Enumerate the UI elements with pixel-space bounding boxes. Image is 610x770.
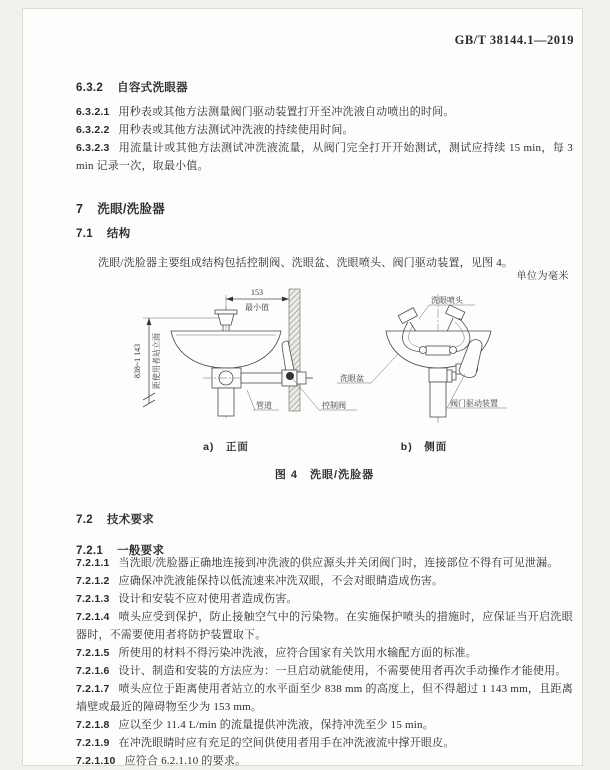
paragraph-7-1: 洗眼/洗脸器主要组成结构包括控制阀、洗眼盆、洗眼喷头、阀门驱动装置，见图 4。 [98,257,514,269]
heading-number: 6.3.2 [76,82,104,94]
heading-7-1 [76,225,131,241]
clause-text: 设计和安装不应对使用者造成伤害。 [118,593,298,605]
clause-6-3-2-1 [76,103,573,121]
standard-number: GB/T 38144.1—2019 [454,33,574,47]
caption-side-view: b) 侧面 [400,441,448,453]
clause-number: 7.2.1.4 [76,611,110,623]
heading-7 [76,199,165,217]
clause-7-2-1-10 [76,752,573,770]
clause-7-2-1-8 [76,716,573,734]
heading-title: 结构 [106,228,131,240]
caption-front-view: a) 正面 [203,441,249,453]
control-valve-label-text: 控制阀 [322,401,346,410]
clause-text: 用秒表或其他方法测量阀门驱动装置打开至冲洗液自动喷出的时间。 [118,106,455,118]
heading-title: 一般要求 [117,545,165,557]
heading-number: 7.2.1 [76,545,104,557]
heading-number: 7.2 [76,514,93,526]
clause-text: 所使用的材料不得污染冲洗液，应符合国家有关饮用水输配方面的标准。 [118,647,477,659]
basin-front [171,331,281,368]
heading-7-2 [76,511,154,527]
clause-text: 应确保冲洗液能保持以低流速来冲洗双眼，不会对眼睛造成伤害。 [118,575,444,587]
heading-title: 自容式洗眼器 [117,82,188,94]
clause-number: 7.2.1.7 [76,683,110,695]
clause-text: 用秒表或其他方法测试冲洗液的持续使用时间。 [118,124,354,136]
clause-number: 7.2.1.10 [76,755,116,767]
clause-number: 6.3.2.3 [76,142,110,154]
clause-7-2-1-1 [76,554,573,572]
heading-6-3-2 [76,79,188,95]
clause-number: 6.3.2.2 [76,124,110,136]
clause-number: 7.2.1.5 [76,647,110,659]
clause-number: 7.2.1.3 [76,593,110,605]
figure-title: 图 4 洗眼/洗脸器 [274,469,375,481]
heading-number: 7 [76,202,84,216]
spray-head-label [419,295,475,319]
front-view [133,288,357,418]
clause-number: 7.2.1.1 [76,557,110,569]
clause-7-2-1-9 [76,734,573,752]
basin-label [337,354,398,383]
clause-text: 当洗眼/洗脸器正确地连接到冲洗液的供应源头并关闭阀门时，连接部位不得有可见泄漏。 [118,557,559,569]
dim-width-value: 153 [251,288,263,297]
spray-head-label-text: 洗眼喷头 [431,296,463,305]
clause-list-7-2-1 [76,554,573,770]
heading-title: 技术要求 [106,514,155,526]
dim-width-note: 最小值 [245,303,269,312]
heading-number: 7.1 [76,228,93,240]
clause-text: 在冲洗眼睛时应有充足的空间供使用者用手在冲洗液流中撑开眼皮。 [118,737,455,749]
clause-number: 7.2.1.2 [76,575,110,587]
clause-7-2-1-5 [76,644,573,662]
units-note: 单位为毫米 [516,271,569,282]
figure-4-drawing [103,284,583,436]
clause-text: 应符合 6.2.1.10 的要求。 [124,755,247,767]
wall-section [289,289,300,411]
pipe-label-text: 管道 [256,401,272,410]
valve-actuator-label-text: 阀门驱动装置 [450,399,498,408]
clause-text: 用流量计或其他方法测试冲洗液流量，从阀门完全打开开始测试，测试应持续 15 min，每 3 min 记录一次，取最小值。 [76,142,573,172]
dim-height-note: 距使用者站立面 [152,333,161,389]
clause-7-2-1-3 [76,590,573,608]
clause-number: 6.3.2.1 [76,106,110,118]
clause-list-6-3-2 [76,103,573,175]
clause-7-2-1-4 [76,608,573,644]
clause-6-3-2-3 [76,139,573,175]
clause-6-3-2-2 [76,121,573,139]
clause-7-2-1-6 [76,662,573,680]
pipe-label [247,390,279,410]
clause-number: 7.2.1.6 [76,665,110,677]
clause-7-2-1-2 [76,572,573,590]
clause-number: 7.2.1.8 [76,719,110,731]
side-view [337,294,507,424]
clause-text: 喷头应受到保护，防止接触空气中的污染物。在实施保护喷头的措施时，应保证当开启洗眼器时，不需要使用者将防护装置取下。 [76,611,573,641]
basin-label-text: 洗眼盆 [340,374,364,383]
clause-text: 设计、制造和安装的方法应为：一旦启动就能使用，不需要使用者再次手动操作才能使用。 [118,665,567,677]
dim-height-value: 838~1 143 [133,343,142,379]
document-page [22,8,583,766]
clause-text: 喷头应位于距离使用者站立的水平面至少 838 mm 的高度上，但不得超过 1 143 mm，且距离墙壁或最近的障碍物至少为 153 mm。 [76,683,573,713]
dimension-width-153 [226,288,289,312]
clause-number: 7.2.1.9 [76,737,110,749]
heading-title: 洗眼/洗脸器 [97,202,166,216]
clause-text: 应以至少 11.4 L/min 的流量提供冲洗液，保持冲洗至少 15 min。 [118,719,434,731]
clause-7-2-1-7 [76,680,573,716]
